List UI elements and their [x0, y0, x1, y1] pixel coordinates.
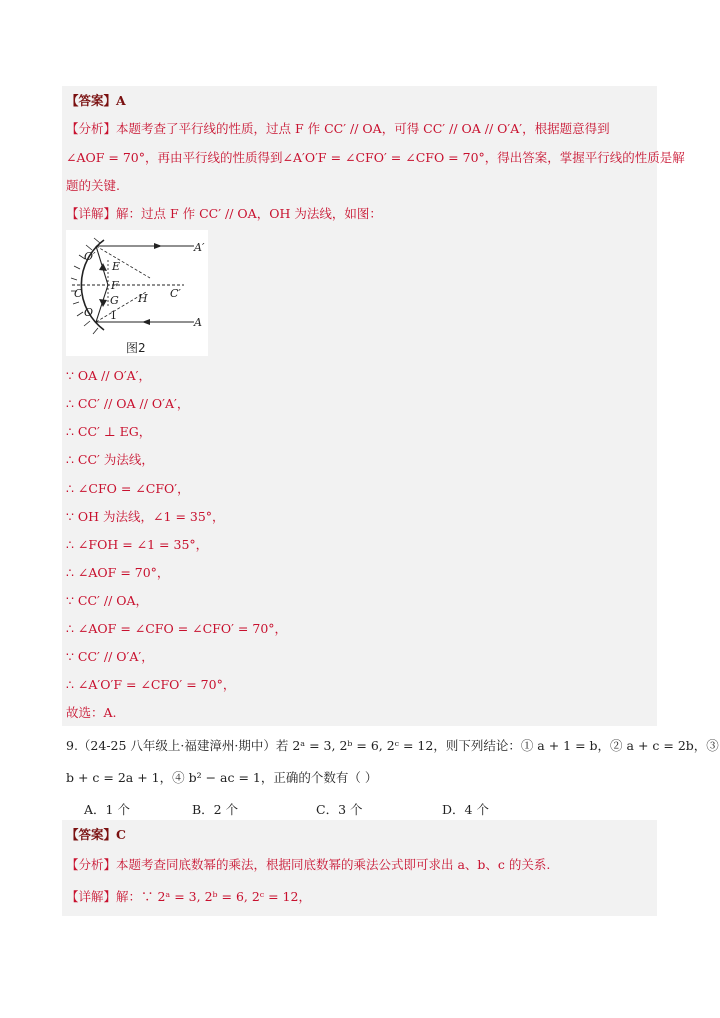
option-d: D．4 个	[442, 802, 489, 817]
q9-answer: 【答案】C	[66, 827, 126, 842]
q8-detail-intro: 【详解】解：过点 F 作 CC′ // OA，OH 为法线，如图：	[66, 206, 382, 221]
step-line: ∵ OA // O′A′，	[66, 368, 152, 383]
step-line: ∴ ∠AOF = 70°，	[66, 565, 170, 580]
q9-stem-line-1: 9.（24-25 八年级上·福建漳州·期中）若 2ᵃ = 3, 2ᵇ = 6, 2ᶜ = 12，则下列结论：① a + 1 = b，② a + c = 2b，③	[66, 738, 719, 753]
step-line: ∵ CC′ // OA，	[66, 593, 149, 608]
step-line-conclusion: 故选：A.	[66, 705, 117, 720]
step-line: ∴ ∠A′O′F = ∠CFO′ = 70°，	[66, 677, 236, 692]
label-a: A	[194, 316, 202, 329]
arrow-up-icon	[99, 299, 107, 307]
label-h: H	[138, 292, 148, 305]
label-c-prime: C′	[170, 287, 181, 300]
q8-answer: 【答案】A	[66, 93, 126, 108]
q9-analysis: 【分析】本题考查同底数幂的乘法，根据同底数幂的乘法公式即可求出 a、b、c 的关系.	[66, 857, 551, 872]
step-line: ∴ ∠FOH = ∠1 = 35°，	[66, 537, 209, 552]
q8-analysis-line-3: 题的关键.	[66, 178, 120, 193]
label-c: C	[74, 287, 83, 300]
option-c: C．3 个	[316, 802, 363, 817]
label-o-prime: O′	[84, 250, 96, 263]
step-line: ∴ ∠CFO = ∠CFO′，	[66, 481, 190, 496]
option-a: A．1 个	[84, 802, 130, 817]
label-a-prime: A′	[194, 241, 205, 254]
q8-analysis-line-1: 【分析】本题考查了平行线的性质，过点 F 作 CC′ // OA，可得 CC′ // OA // O′A′，根据题意得到	[66, 121, 610, 136]
mirror-reflection-figure	[66, 230, 208, 356]
label-g: G	[110, 294, 119, 307]
step-line: ∴ CC′ ⊥ EG，	[66, 424, 152, 439]
step-line: ∵ CC′ // O′A′，	[66, 649, 154, 664]
q8-analysis-line-2: ∠AOF = 70°，再由平行线的性质得到∠A′O′F = ∠CFO′ = ∠CFO = 70°，得出答案，掌握平行线的性质是解	[66, 150, 685, 165]
step-line: ∵ OH 为法线，∠1 = 35°，	[66, 509, 225, 524]
step-line: ∴ CC′ 为法线，	[66, 452, 154, 467]
label-o: O	[84, 306, 94, 319]
option-b: B．2 个	[192, 802, 239, 817]
step-line: ∴ CC′ // OA // O′A′，	[66, 396, 190, 411]
arrow-right-icon	[154, 243, 162, 249]
q9-stem-line-2: b + c = 2a + 1，④ b² − ac = 1，正确的个数有（ ）	[66, 770, 378, 785]
step-line: ∴ ∠AOF = ∠CFO = ∠CFO′ = 70°，	[66, 621, 288, 636]
label-angle-1: 1	[110, 309, 117, 322]
arrow-up-icon	[99, 263, 107, 271]
figure-caption: 图2	[126, 341, 146, 355]
label-f: F	[111, 279, 119, 292]
figure-svg	[66, 230, 208, 356]
label-e: E	[112, 260, 121, 273]
q9-detail: 【详解】解：∵ 2ᵃ = 3, 2ᵇ = 6, 2ᶜ = 12，	[66, 889, 311, 904]
arrow-left-icon	[142, 319, 150, 325]
